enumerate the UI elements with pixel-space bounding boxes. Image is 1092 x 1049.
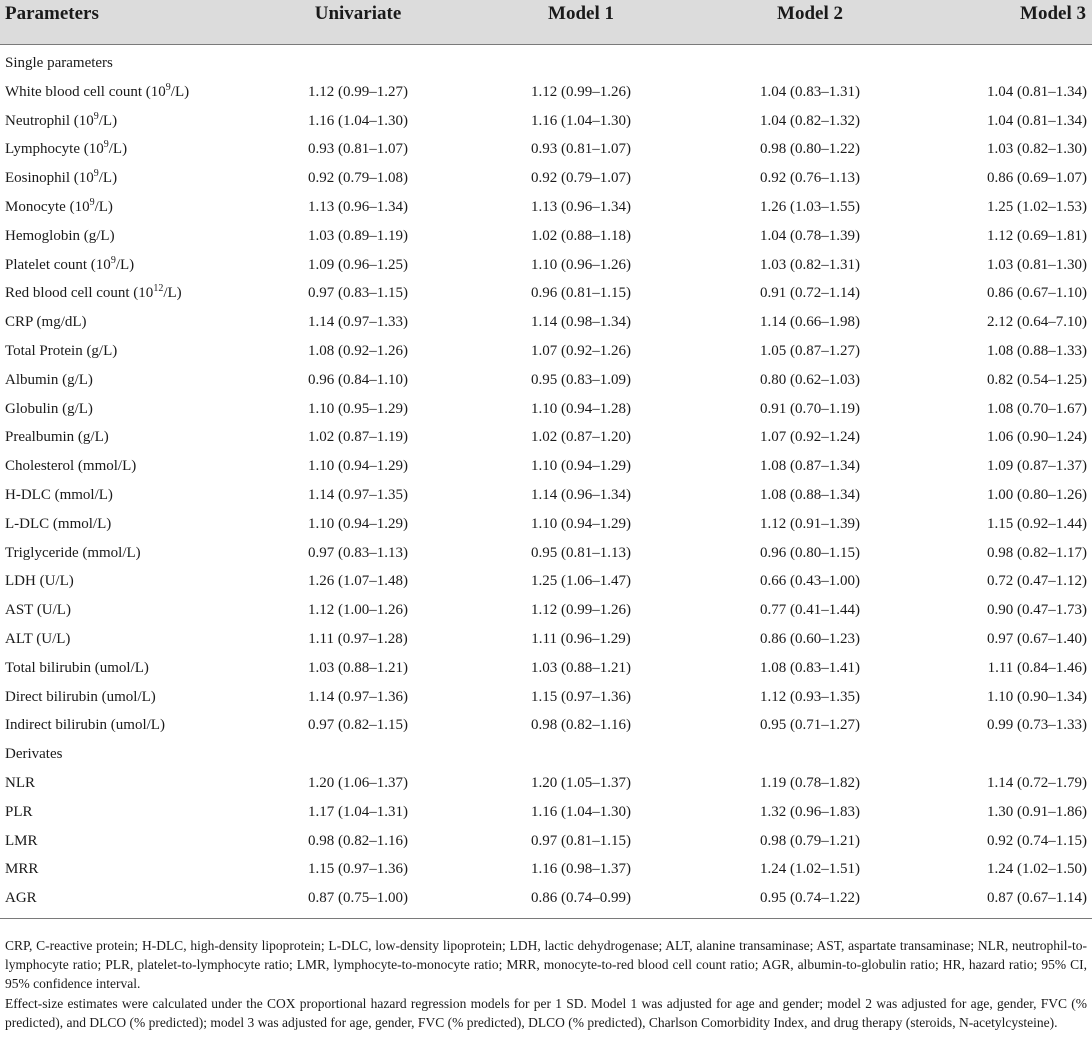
- table-row: [0, 539, 1092, 568]
- table-row: [0, 135, 1092, 164]
- table-row: [0, 308, 1092, 337]
- cell-model-0: 1.10 (0.95–1.29): [308, 400, 408, 417]
- row-label: [5, 539, 141, 568]
- cell-model-3: 1.03 (0.82–1.30): [987, 141, 1087, 158]
- table-bottom-rule: [0, 918, 1092, 919]
- cell-model-0: 0.92 (0.79–1.08): [308, 170, 408, 187]
- cell-model-2: 0.98 (0.79–1.21): [760, 832, 860, 849]
- cell-model-1: 1.25 (1.06–1.47): [531, 573, 631, 590]
- cell-model-2: 1.24 (1.02–1.51): [760, 861, 860, 878]
- row-label-superscript: 9: [89, 196, 95, 208]
- table-row: [0, 193, 1092, 222]
- cell-model-3: 1.04 (0.81–1.34): [987, 112, 1087, 129]
- cell-model-1: 1.12 (0.99–1.26): [531, 83, 631, 100]
- cell-model-1: 1.10 (0.94–1.28): [531, 400, 631, 417]
- row-label: [5, 683, 156, 712]
- row-label: [5, 510, 111, 539]
- cell-model-3: 0.98 (0.82–1.17): [987, 544, 1087, 561]
- cell-model-0: 1.10 (0.94–1.29): [308, 458, 408, 475]
- row-label-text: Hemoglobin (g/L): [5, 227, 115, 244]
- table-header: [0, 0, 1092, 45]
- row-label: [5, 49, 113, 78]
- cell-model-0: 0.93 (0.81–1.07): [308, 141, 408, 158]
- cell-model-0: 1.03 (0.89–1.19): [308, 227, 408, 244]
- table-row: [0, 683, 1092, 712]
- cell-model-1: 1.14 (0.96–1.34): [531, 486, 631, 503]
- cell-model-3: 1.09 (0.87–1.37): [987, 458, 1087, 475]
- cell-model-2: 1.08 (0.83–1.41): [760, 659, 860, 676]
- table-row: [0, 395, 1092, 424]
- row-label: [5, 107, 117, 136]
- cell-model-0: 1.12 (0.99–1.27): [308, 83, 408, 100]
- row-label: [5, 769, 35, 798]
- cell-model-2: 1.07 (0.92–1.24): [760, 429, 860, 446]
- cell-model-0: 1.13 (0.96–1.34): [308, 198, 408, 215]
- row-label-text: NLR: [5, 774, 35, 791]
- cell-model-2: 1.32 (0.96–1.83): [760, 803, 860, 820]
- table-row: [0, 567, 1092, 596]
- cell-model-0: 1.20 (1.06–1.37): [308, 774, 408, 791]
- cell-model-3: 0.92 (0.74–1.15): [987, 832, 1087, 849]
- cell-model-2: 1.03 (0.82–1.31): [760, 256, 860, 273]
- cell-model-2: 1.12 (0.93–1.35): [760, 688, 860, 705]
- cell-model-2: 0.91 (0.72–1.14): [760, 285, 860, 302]
- table-row: [0, 855, 1092, 884]
- cell-model-1: 1.13 (0.96–1.34): [531, 198, 631, 215]
- cell-model-0: 1.15 (0.97–1.36): [308, 861, 408, 878]
- table-row: [0, 251, 1092, 280]
- cell-model-3: 1.24 (1.02–1.50): [987, 861, 1087, 878]
- row-label: [5, 395, 93, 424]
- cell-model-0: 1.03 (0.88–1.21): [308, 659, 408, 676]
- table-row: [0, 78, 1092, 107]
- row-label-unit: /L): [115, 256, 135, 273]
- row-label-superscript: 9: [93, 168, 99, 180]
- cell-model-0: 1.26 (1.07–1.48): [308, 573, 408, 590]
- cell-model-2: 1.12 (0.91–1.39): [760, 515, 860, 532]
- row-label-unit: /L): [108, 141, 128, 158]
- cell-model-3: 1.15 (0.92–1.44): [987, 515, 1087, 532]
- cell-model-1: 0.95 (0.81–1.13): [531, 544, 631, 561]
- cell-model-0: 0.98 (0.82–1.16): [308, 832, 408, 849]
- cell-model-1: 1.03 (0.88–1.21): [531, 659, 631, 676]
- table-row: [0, 423, 1092, 452]
- cell-model-3: 1.08 (0.88–1.33): [987, 342, 1087, 359]
- cell-model-2: 0.95 (0.74–1.22): [760, 890, 860, 907]
- row-label-text: Lymphocyte (10: [5, 141, 104, 158]
- cell-model-1: 1.02 (0.88–1.18): [531, 227, 631, 244]
- table-body: [0, 49, 1092, 913]
- header-model1: Model 1: [548, 3, 614, 24]
- cell-model-1: 0.96 (0.81–1.15): [531, 285, 631, 302]
- row-label: [5, 711, 165, 740]
- cell-model-3: 0.86 (0.69–1.07): [987, 170, 1087, 187]
- cell-model-2: 0.96 (0.80–1.15): [760, 544, 860, 561]
- cell-model-1: 1.10 (0.96–1.26): [531, 256, 631, 273]
- cell-model-3: 1.08 (0.70–1.67): [987, 400, 1087, 417]
- cell-model-0: 1.12 (1.00–1.26): [308, 602, 408, 619]
- row-label: [5, 193, 113, 222]
- cell-model-1: 1.15 (0.97–1.36): [531, 688, 631, 705]
- header-parameters: Parameters: [5, 3, 99, 24]
- cell-model-3: 0.90 (0.47–1.73): [987, 602, 1087, 619]
- row-label-unit: /L): [170, 83, 190, 100]
- table-row: [0, 625, 1092, 654]
- row-label-unit: /L): [94, 198, 113, 215]
- table-row: [0, 596, 1092, 625]
- cell-model-0: 1.09 (0.96–1.25): [308, 256, 408, 273]
- row-label-text: Cholesterol (mmol/L): [5, 458, 137, 475]
- cell-model-1: 1.12 (0.99–1.26): [531, 602, 631, 619]
- cell-model-3: 1.04 (0.81–1.34): [987, 83, 1087, 100]
- row-label-unit: /L): [98, 112, 118, 129]
- cell-model-2: 0.92 (0.76–1.13): [760, 170, 860, 187]
- row-label: [5, 481, 113, 510]
- row-label-text: Eosinophil (10: [5, 170, 94, 187]
- cell-model-3: 0.97 (0.67–1.40): [987, 630, 1087, 647]
- row-label: [5, 251, 134, 280]
- row-label-text: Neutrophil (10: [5, 112, 94, 129]
- row-label: [5, 452, 136, 481]
- row-label-text: Prealbumin (g/L): [5, 429, 109, 446]
- row-label-text: Globulin (g/L): [5, 400, 93, 417]
- row-label-superscript: 9: [110, 254, 116, 266]
- cell-model-1: 1.16 (0.98–1.37): [531, 861, 631, 878]
- row-label: [5, 625, 70, 654]
- table-row: [0, 366, 1092, 395]
- cell-model-0: 1.11 (0.97–1.28): [308, 630, 408, 647]
- cell-model-0: 1.14 (0.97–1.36): [308, 688, 408, 705]
- row-label-text: LDH (U/L): [5, 573, 74, 590]
- cell-model-2: 0.95 (0.71–1.27): [760, 717, 860, 734]
- cell-model-0: 1.10 (0.94–1.29): [308, 515, 408, 532]
- footnote-abbreviations: CRP, C-reactive protein; H-DLC, high-density lipoprotein; L-DLC, low-density lipoprotein; LDH, lactic dehydrogenase; ALT, alanine transaminase; AST, aspartate transaminase; NLR, neutrophil-to-lymphocyte ratio; PLR, platelet-to-lymphocyte ratio; LMR, lymphocyte-to-monocyte ratio; MRR, monocyte-to-red blood cell count ratio; AGR, albumin-to-globulin ratio; HR, hazard ratio; 95% CI, 95% confidence interval.: [5, 938, 1087, 991]
- cell-model-1: 1.16 (1.04–1.30): [531, 803, 631, 820]
- row-label-text: H-DLC (mmol/L): [5, 486, 113, 503]
- cell-model-3: 1.10 (0.90–1.34): [987, 688, 1087, 705]
- table-row: [0, 107, 1092, 136]
- cell-model-0: 1.16 (1.04–1.30): [308, 112, 408, 129]
- row-label-text: CRP (mg/dL): [5, 314, 87, 331]
- row-label: [5, 308, 87, 337]
- cell-model-0: 1.08 (0.92–1.26): [308, 342, 408, 359]
- cell-model-3: 2.12 (0.64–7.10): [987, 314, 1087, 331]
- table-row: [0, 769, 1092, 798]
- cell-model-1: 1.11 (0.96–1.29): [531, 630, 631, 647]
- cell-model-2: 1.04 (0.83–1.31): [760, 83, 860, 100]
- table-row: [0, 884, 1092, 913]
- cell-model-2: 1.04 (0.78–1.39): [760, 227, 860, 244]
- header-univariate: Univariate: [314, 3, 402, 24]
- row-label: [5, 654, 149, 683]
- cell-model-1: 0.98 (0.82–1.16): [531, 717, 631, 734]
- row-label-text: Triglyceride (mmol/L): [5, 544, 141, 561]
- row-label-text: Albumin (g/L): [5, 371, 93, 388]
- table-row: [0, 711, 1092, 740]
- cell-model-1: 0.93 (0.81–1.07): [531, 141, 631, 158]
- row-label: [5, 884, 37, 913]
- row-label: [5, 222, 115, 251]
- cell-model-3: 0.72 (0.47–1.12): [987, 573, 1087, 590]
- cell-model-2: 1.26 (1.03–1.55): [760, 198, 860, 215]
- row-label-text: White blood cell count (10: [5, 83, 166, 100]
- footnote-methods: Effect-size estimates were calculated under the COX proportional hazard regression models for per 1 SD. Model 1 was adjusted for age and gender; model 2 was adjusted for age, gender, FVC (% predicted), and DLCO (% predicted); model 3 was adjusted for age, gender, FVC (% predicted), DLCO (% predicted), Charlson Comorbidity Index, and drug therapy (steroids, N-acetylcysteine).: [5, 996, 1087, 1030]
- cell-model-1: 1.10 (0.94–1.29): [531, 458, 631, 475]
- row-label-superscript: 9: [165, 81, 171, 93]
- row-label-text: Total Protein (g/L): [5, 342, 118, 359]
- row-label-superscript: 12: [153, 283, 164, 295]
- cell-model-0: 0.87 (0.75–1.00): [308, 890, 408, 907]
- cell-model-3: 1.25 (1.02–1.53): [987, 198, 1087, 215]
- table-footnotes: [5, 936, 1087, 1033]
- row-label-text: Red blood cell count (10: [5, 285, 154, 302]
- row-label: [5, 135, 127, 164]
- row-label-text: AST (U/L): [5, 602, 71, 619]
- cell-model-3: 0.82 (0.54–1.25): [987, 371, 1087, 388]
- row-label-superscript: 9: [93, 110, 99, 122]
- cell-model-2: 1.08 (0.88–1.34): [760, 486, 860, 503]
- row-label: [5, 827, 38, 856]
- row-label-superscript: 9: [103, 139, 109, 151]
- row-label-text: LMR: [5, 832, 38, 849]
- cell-model-1: 1.16 (1.04–1.30): [531, 112, 631, 129]
- cell-model-3: 1.06 (0.90–1.24): [987, 429, 1087, 446]
- cell-model-0: 0.97 (0.83–1.15): [308, 285, 408, 302]
- row-label-text: Platelet count (10: [5, 256, 111, 273]
- cell-model-2: 1.05 (0.87–1.27): [760, 342, 860, 359]
- cell-model-0: 1.14 (0.97–1.35): [308, 486, 408, 503]
- cell-model-2: 0.98 (0.80–1.22): [760, 141, 860, 158]
- cell-model-0: 1.14 (0.97–1.33): [308, 314, 408, 331]
- row-label-text: MRR: [5, 861, 39, 878]
- row-label-text: AGR: [5, 890, 37, 907]
- cell-model-1: 0.97 (0.81–1.15): [531, 832, 631, 849]
- cell-model-1: 0.86 (0.74–0.99): [531, 890, 631, 907]
- table-row: [0, 279, 1092, 308]
- cell-model-2: 0.77 (0.41–1.44): [760, 602, 860, 619]
- cell-model-1: 1.14 (0.98–1.34): [531, 314, 631, 331]
- row-label: [5, 567, 74, 596]
- cell-model-3: 1.00 (0.80–1.26): [987, 486, 1087, 503]
- row-label-unit: /L): [98, 170, 118, 187]
- row-label-unit: /L): [163, 285, 182, 302]
- row-label: [5, 740, 62, 769]
- row-label-text: Direct bilirubin (umol/L): [5, 688, 156, 705]
- cell-model-3: 0.86 (0.67–1.10): [987, 285, 1087, 302]
- table-row: [0, 452, 1092, 481]
- cell-model-2: 1.14 (0.66–1.98): [760, 314, 860, 331]
- section-row: [0, 740, 1092, 769]
- cell-model-0: 1.02 (0.87–1.19): [308, 429, 408, 446]
- row-label: [5, 78, 189, 107]
- cell-model-3: 1.14 (0.72–1.79): [987, 774, 1087, 791]
- header-model2: Model 2: [777, 3, 843, 24]
- table-row: [0, 827, 1092, 856]
- cell-model-0: 0.97 (0.83–1.13): [308, 544, 408, 561]
- cell-model-3: 0.87 (0.67–1.14): [987, 890, 1087, 907]
- row-label: [5, 279, 182, 308]
- cell-model-2: 1.19 (0.78–1.82): [760, 774, 860, 791]
- table-row: [0, 164, 1092, 193]
- table-row: [0, 798, 1092, 827]
- cell-model-1: 1.02 (0.87–1.20): [531, 429, 631, 446]
- row-label: [5, 337, 117, 366]
- row-label: [5, 798, 33, 827]
- row-label-text: Indirect bilirubin (umol/L): [5, 717, 165, 734]
- row-label-text: PLR: [5, 803, 33, 820]
- cell-model-2: 1.08 (0.87–1.34): [760, 458, 860, 475]
- cell-model-3: 1.11 (0.84–1.46): [987, 659, 1087, 676]
- cell-model-0: 1.17 (1.04–1.31): [308, 803, 408, 820]
- cell-model-1: 1.20 (1.05–1.37): [531, 774, 631, 791]
- table-row: [0, 481, 1092, 510]
- cell-model-2: 0.80 (0.62–1.03): [760, 371, 860, 388]
- cell-model-2: 1.04 (0.82–1.32): [760, 112, 860, 129]
- cell-model-2: 0.66 (0.43–1.00): [760, 573, 860, 590]
- row-label-text: Single parameters: [5, 55, 113, 71]
- row-label: [5, 164, 117, 193]
- row-label-text: Total bilirubin (umol/L): [5, 659, 149, 676]
- cell-model-1: 1.10 (0.94–1.29): [531, 515, 631, 532]
- cell-model-3: 0.99 (0.73–1.33): [987, 717, 1087, 734]
- row-label-text: Derivates: [5, 746, 63, 763]
- table-row: [0, 654, 1092, 683]
- cell-model-1: 0.95 (0.83–1.09): [531, 371, 631, 388]
- row-label-text: Monocyte (10: [5, 198, 90, 215]
- cell-model-0: 0.96 (0.84–1.10): [308, 371, 408, 388]
- cell-model-2: 0.86 (0.60–1.23): [760, 630, 860, 647]
- table-row: [0, 222, 1092, 251]
- table-row: [0, 510, 1092, 539]
- cell-model-3: 1.12 (0.69–1.81): [987, 227, 1087, 244]
- row-label: [5, 596, 71, 625]
- table-row: [0, 337, 1092, 366]
- header-model3: Model 3: [1020, 3, 1086, 24]
- section-row: [0, 49, 1092, 78]
- row-label: [5, 855, 38, 884]
- cell-model-1: 1.07 (0.92–1.26): [531, 342, 631, 359]
- cell-model-2: 0.91 (0.70–1.19): [760, 400, 860, 417]
- cell-model-1: 0.92 (0.79–1.07): [531, 170, 631, 187]
- row-label-text: ALT (U/L): [5, 630, 71, 647]
- row-label-text: L-DLC (mmol/L): [5, 515, 112, 532]
- cell-model-3: 1.03 (0.81–1.30): [987, 256, 1087, 273]
- cell-model-0: 0.97 (0.82–1.15): [308, 717, 408, 734]
- cell-model-3: 1.30 (0.91–1.86): [987, 803, 1087, 820]
- row-label: [5, 366, 93, 395]
- row-label: [5, 423, 109, 452]
